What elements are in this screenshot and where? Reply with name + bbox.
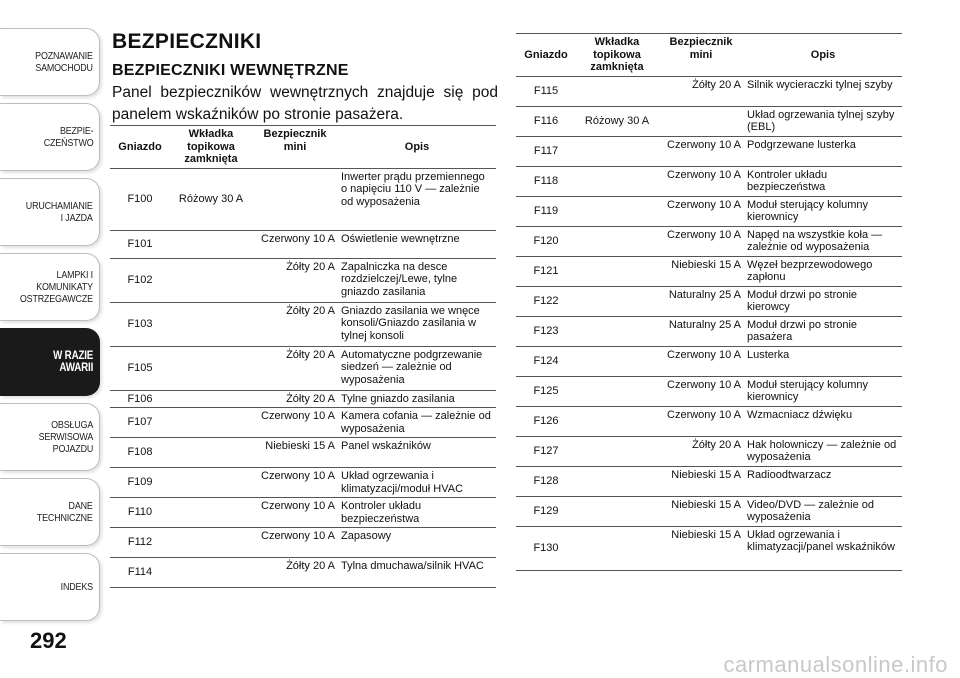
table-row (516, 526, 902, 570)
cell-cartridge (170, 498, 252, 528)
cell-mini: Czerwony 10 A (667, 138, 741, 151)
cell-mini: Żółty 20 A (286, 348, 335, 361)
cell-cartridge (576, 286, 658, 316)
cell-mini: Naturalny 25 A (668, 318, 741, 331)
table-row (110, 468, 496, 498)
chapter-tab-8[interactable] (0, 553, 100, 621)
cell-cartridge (170, 528, 252, 558)
cell-socket: F129 (533, 504, 559, 517)
cell-mini: Czerwony 10 A (667, 168, 741, 181)
cell-cartridge (170, 438, 252, 468)
cell-socket: F114 (127, 566, 153, 579)
cell-mini: Czerwony 10 A (667, 348, 741, 361)
table-row (516, 196, 902, 226)
cell-desc: Video/DVD — zależnie od wyposażenia (747, 498, 874, 523)
cell-socket: F116 (533, 114, 559, 127)
cell-socket: F127 (533, 444, 559, 457)
cell-mini: Naturalny 25 A (668, 288, 741, 301)
cell-socket: F110 (127, 506, 153, 519)
cell-mini: Czerwony 10 A (667, 378, 741, 391)
cell-cartridge (576, 166, 658, 196)
cell-cartridge (576, 526, 658, 570)
table-row (516, 316, 902, 346)
cell-mini: Czerwony 10 A (261, 232, 335, 245)
header-desc: Opis (810, 48, 836, 61)
cell-cartridge (170, 302, 252, 346)
cell-cartridge (576, 136, 658, 166)
cell-socket: F130 (533, 541, 559, 554)
table-row (516, 286, 902, 316)
cell-cartridge (576, 376, 658, 406)
table-row (516, 346, 902, 376)
table-row (110, 408, 496, 438)
cell-mini: Żółty 20 A (692, 78, 741, 91)
cell-mini: Żółty 20 A (286, 560, 335, 572)
page-title: BEZPIECZNIKI (112, 30, 262, 53)
cell-cartridge (576, 496, 658, 526)
cell-desc: Oświetlenie wewnętrzne (341, 232, 460, 245)
cell-mini: Niebieski 15 A (671, 498, 741, 511)
cell-socket: F124 (533, 354, 559, 367)
cell-desc: Tylne gniazdo zasilania (341, 392, 455, 405)
cell-mini: Żółty 20 A (286, 260, 335, 273)
chapter-tab-label: W RAZIE AWARII (52, 350, 93, 374)
cell-mini: Żółty 20 A (286, 392, 335, 405)
section-title: BEZPIECZNIKI WEWNĘTRZNE (112, 62, 349, 79)
cell-mini: Czerwony 10 A (261, 500, 335, 512)
cell-desc: Układ ogrzewania tylnej szyby (EBL) (747, 108, 895, 133)
cell-cartridge: Różowy 30 A (584, 114, 650, 127)
cell-desc: Układ ogrzewania i klimatyzacji/moduł HVAC (341, 470, 464, 495)
cell-desc: Napęd na wszystkie koła — zależnie od wyposażenia (747, 228, 883, 253)
cell-mini: Żółty 20 A (692, 438, 741, 451)
cell-cartridge (576, 226, 658, 256)
header-cartridge: Wkładka topikowa zamknięta (184, 128, 238, 165)
cell-socket: F122 (533, 294, 559, 307)
table-row (516, 376, 902, 406)
cell-cartridge (170, 258, 252, 302)
cell-desc: Moduł sterujący kolumny kierownicy (747, 378, 869, 403)
cell-cartridge (170, 558, 252, 588)
table-row (110, 168, 496, 230)
table-row (110, 558, 496, 588)
cell-mini: Czerwony 10 A (261, 410, 335, 422)
chapter-tab-label: URUCHAMIANIE I JAZDA (26, 200, 93, 224)
cell-mini (252, 168, 338, 230)
cell-socket: F100 (127, 192, 153, 205)
cell-socket: F120 (533, 234, 559, 247)
cell-socket: F107 (127, 416, 153, 429)
cell-mini: Czerwony 10 A (667, 228, 741, 241)
cell-mini: Żółty 20 A (286, 304, 335, 317)
cell-socket: F103 (127, 317, 153, 330)
cell-cartridge: Różowy 30 A (178, 192, 244, 205)
cell-desc: Silnik wycieraczki tylnej szyby (747, 78, 893, 91)
chapter-tab-2[interactable] (0, 103, 100, 171)
chapter-tab-label: INDEKS (60, 581, 93, 593)
table-row (516, 106, 902, 136)
table-header-row (110, 126, 496, 169)
cell-cartridge (576, 406, 658, 436)
table-row (516, 466, 902, 496)
header-socket: Gniazdo (118, 140, 162, 153)
cell-socket: F101 (127, 237, 153, 250)
cell-desc: Moduł drzwi po stronie pasażera (747, 318, 858, 343)
cell-cartridge (170, 468, 252, 498)
cell-cartridge (576, 256, 658, 286)
intro-paragraph: Panel bezpieczników wewnętrznych znajduje się pod panelem wskaźników po stronie pasażera. (112, 84, 498, 123)
cell-socket: F119 (533, 204, 559, 217)
cell-desc: Hak holowniczy — zależnie od wyposażenia (747, 438, 897, 463)
cell-mini (658, 106, 744, 136)
table-row (516, 136, 902, 166)
cell-cartridge (170, 230, 252, 258)
cell-desc: Kontroler układu bezpieczeństwa (341, 500, 422, 525)
cell-socket: F121 (533, 264, 559, 277)
cell-desc: Węzeł bezprzewodowego zapłonu (747, 258, 873, 283)
chapter-tab-4[interactable] (0, 253, 100, 321)
chapter-tab-label: OBSŁUGA SERWISOWA POJAZDU (38, 419, 93, 455)
cell-socket: F128 (533, 474, 559, 487)
table-row (110, 230, 496, 258)
table-row (110, 528, 496, 558)
header-desc: Opis (404, 140, 430, 153)
table-row (516, 256, 902, 286)
fuse-table-left (110, 125, 496, 588)
cell-socket: F115 (533, 84, 559, 97)
cell-cartridge (170, 346, 252, 390)
cell-desc: Panel wskaźników (341, 440, 431, 452)
cell-socket: F102 (127, 273, 153, 286)
cell-desc: Tylna dmuchawa/silnik HVAC (341, 560, 484, 572)
chapter-tab-label: POZNAWANIE SAMOCHODU (35, 50, 93, 74)
table-row (516, 76, 902, 106)
cell-desc: Automatyczne podgrzewanie siedzeń — zależnie od wyposażenia (341, 348, 483, 386)
cell-desc: Kamera cofania — zależnie od wyposażenia (341, 410, 491, 435)
table-row (516, 226, 902, 256)
cell-mini: Niebieski 15 A (671, 468, 741, 481)
table-row (110, 498, 496, 528)
table-row (516, 166, 902, 196)
page-number: 292 (30, 628, 67, 653)
chapter-tab-1[interactable] (0, 28, 100, 96)
cell-cartridge (576, 466, 658, 496)
cell-desc: Zapalniczka na desce rozdzielczej/Lewe, tylne gniazdo zasilania (341, 260, 458, 298)
cell-desc: Układ ogrzewania i klimatyzacji/panel wskaźników (747, 528, 895, 553)
cell-cartridge (576, 316, 658, 346)
cell-socket: F108 (127, 446, 153, 459)
cell-cartridge (576, 196, 658, 226)
cell-cartridge (170, 408, 252, 438)
cell-desc: Radioodtwarzacz (747, 468, 832, 481)
table-row (110, 258, 496, 302)
cell-desc: Lusterka (747, 348, 790, 361)
cell-cartridge (576, 346, 658, 376)
watermark: carmanualsonline.info (723, 652, 948, 677)
header-socket: Gniazdo (524, 48, 568, 61)
cell-mini: Niebieski 15 A (671, 258, 741, 271)
cell-mini: Czerwony 10 A (261, 470, 335, 482)
cell-socket: F106 (127, 392, 153, 405)
cell-desc: Kontroler układu bezpieczeństwa (747, 168, 828, 193)
cell-desc: Inwerter prądu przemiennego o napięciu 110 V — zależnie od wyposażenia (341, 170, 485, 208)
cell-mini: Niebieski 15 A (671, 528, 741, 541)
cell-cartridge (170, 390, 252, 408)
cell-desc: Moduł sterujący kolumny kierownicy (747, 198, 869, 223)
header-mini: Bezpiecznik mini (263, 128, 327, 153)
cell-socket: F105 (127, 361, 153, 374)
header-cartridge: Wkładka topikowa zamknięta (590, 36, 644, 73)
cell-socket: F112 (127, 536, 153, 549)
cell-cartridge (576, 436, 658, 466)
cell-desc: Gniazdo zasilania we wnęce konsoli/Gniazdo zasilania w tylnej konsoli (341, 304, 480, 342)
chapter-tab-label: BEZPIE- CZEŃSTWO (43, 125, 93, 149)
cell-desc: Podgrzewane lusterka (747, 138, 856, 151)
cell-mini: Czerwony 10 A (667, 198, 741, 211)
table-header-row (516, 34, 902, 77)
cell-desc: Wzmacniacz dźwięku (747, 408, 853, 421)
table-row (516, 496, 902, 526)
cell-mini: Czerwony 10 A (667, 408, 741, 421)
table-row (110, 438, 496, 468)
cell-mini: Niebieski 15 A (265, 440, 335, 452)
cell-socket: F123 (533, 324, 559, 337)
cell-socket: F118 (533, 174, 559, 187)
table-row (516, 406, 902, 436)
cell-socket: F109 (127, 476, 153, 489)
cell-socket: F117 (533, 144, 559, 157)
fuse-table-right (516, 33, 902, 571)
chapter-tab-5[interactable] (0, 328, 100, 396)
cell-desc: Zapasowy (341, 530, 392, 542)
cell-cartridge (576, 76, 658, 106)
table-row (110, 390, 496, 408)
cell-socket: F125 (533, 384, 559, 397)
table-row (110, 346, 496, 390)
chapter-tab-6[interactable] (0, 403, 100, 471)
cell-desc: Moduł drzwi po stronie kierowcy (747, 288, 858, 313)
chapter-tab-7[interactable] (0, 478, 100, 546)
header-mini: Bezpiecznik mini (669, 36, 733, 61)
cell-socket: F126 (533, 414, 559, 427)
table-row (110, 302, 496, 346)
table-row (516, 436, 902, 466)
chapter-tab-label: DANE TECHNICZNE (37, 500, 93, 524)
chapter-tab-3[interactable] (0, 178, 100, 246)
cell-mini: Czerwony 10 A (261, 530, 335, 542)
chapter-tab-label: LAMPKI I KOMUNIKATY OSTRZEGAWCZE (19, 269, 93, 305)
